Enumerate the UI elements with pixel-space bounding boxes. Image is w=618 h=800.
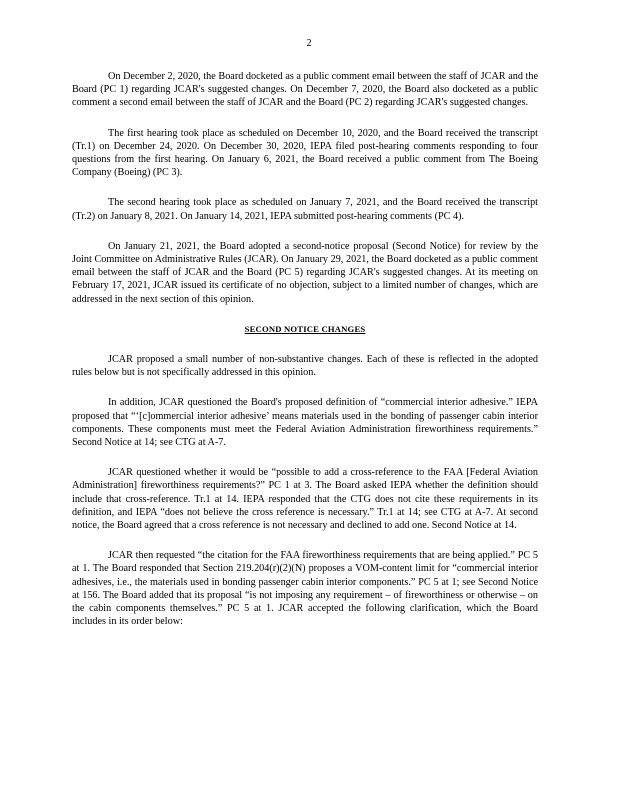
- paragraph-definition: In addition, JCAR questioned the Board's proposed definition of “commercial interior adhesive.” IEPA proposed that “‘[c]ommercial interior adhesive’ means materials used in the bonding of passenger cabin interior components. These components must meet the Federal Aviation Administration fireworthiness requirements.” Second Notice at 14; see CTG at A-7.: [72, 397, 538, 449]
- paragraph-second-hearing: The second hearing took place as scheduled on January 7, 2021, and the Board received the transcript (Tr.2) on January 8, 2021. On January 14, 2021, IEPA submitted post-hearing comments (PC 4).: [72, 197, 538, 222]
- document-body: [72, 70, 538, 646]
- paragraph-first-hearing: The first hearing took place as scheduled on December 10, 2020, and the Board received the transcript (Tr.1) on December 24, 2020. On December 30, 2020, IEPA filed post-hearing comments responding to four questions from the first hearing. On January 6, 2021, the Board received a public comment from The Boeing Company (Boeing) (PC 3).: [72, 127, 538, 179]
- paragraph-citation: JCAR then requested “the citation for the FAA fireworthiness requirements that are being applied.” PC 5 at 1. The Board responded that Section 219.204(r)(2)(N) proposes a VOM-content limit for “commercial interior adhesives, i.e., the materials used in bonding passenger cabin interior components.” PC 5 at 1; see Second Notice at 156. The Board added that its proposal “is not imposing any requirement – of fireworthiness or otherwise – on the cabin components themselves.” PC 5 at 1. JCAR accepted the following clarification, which the Board includes in its order below:: [72, 550, 538, 628]
- paragraph-second-notice: On January 21, 2021, the Board adopted a second-notice proposal (Second Notice) for review by the Joint Committee on Administrative Rules (JCAR). On January 29, 2021, the Board docketed as a public comment email between the staff of JCAR and the Board (PC 5) regarding JCAR's suggested changes. At its meeting on February 17, 2021, JCAR issued its certificate of no objection, subject to a limited number of changes, which are addressed in the next section of this opinion.: [72, 240, 538, 305]
- paragraph-cross-reference: JCAR questioned whether it would be “possible to add a cross-reference to the FAA [Federal Aviation Administration] fireworthiness requirements?” PC 1 at 3. The Board asked IEPA whether the definition should include that cross-reference. Tr.1 at 14. IEPA responded that the CTG does not cite these requirements in its definition, and IEPA “does not believe the cross reference is necessary.” Tr.1 at 14; see CTG at A-7. At second notice, the Board agreed that a cross reference is not necessary and declined to add one. Second Notice at 14.: [72, 467, 538, 532]
- paragraph-pc1-pc2: On December 2, 2020, the Board docketed as a public comment email between the staff of JCAR and the Board (PC 1) regarding JCAR's suggested changes. On December 7, 2020, the Board also docketed as a public comment a second email between the staff of JCAR and the Board (PC 2) regarding JCAR's suggested changes.: [72, 71, 538, 109]
- paragraph-non-substantive: JCAR proposed a small number of non-substantive changes. Each of these is reflected in the adopted rules below but is not specifically addressed in this opinion.: [72, 354, 538, 379]
- section-heading: SECOND NOTICE CHANGES: [244, 323, 366, 334]
- page-number: 2: [306, 38, 312, 49]
